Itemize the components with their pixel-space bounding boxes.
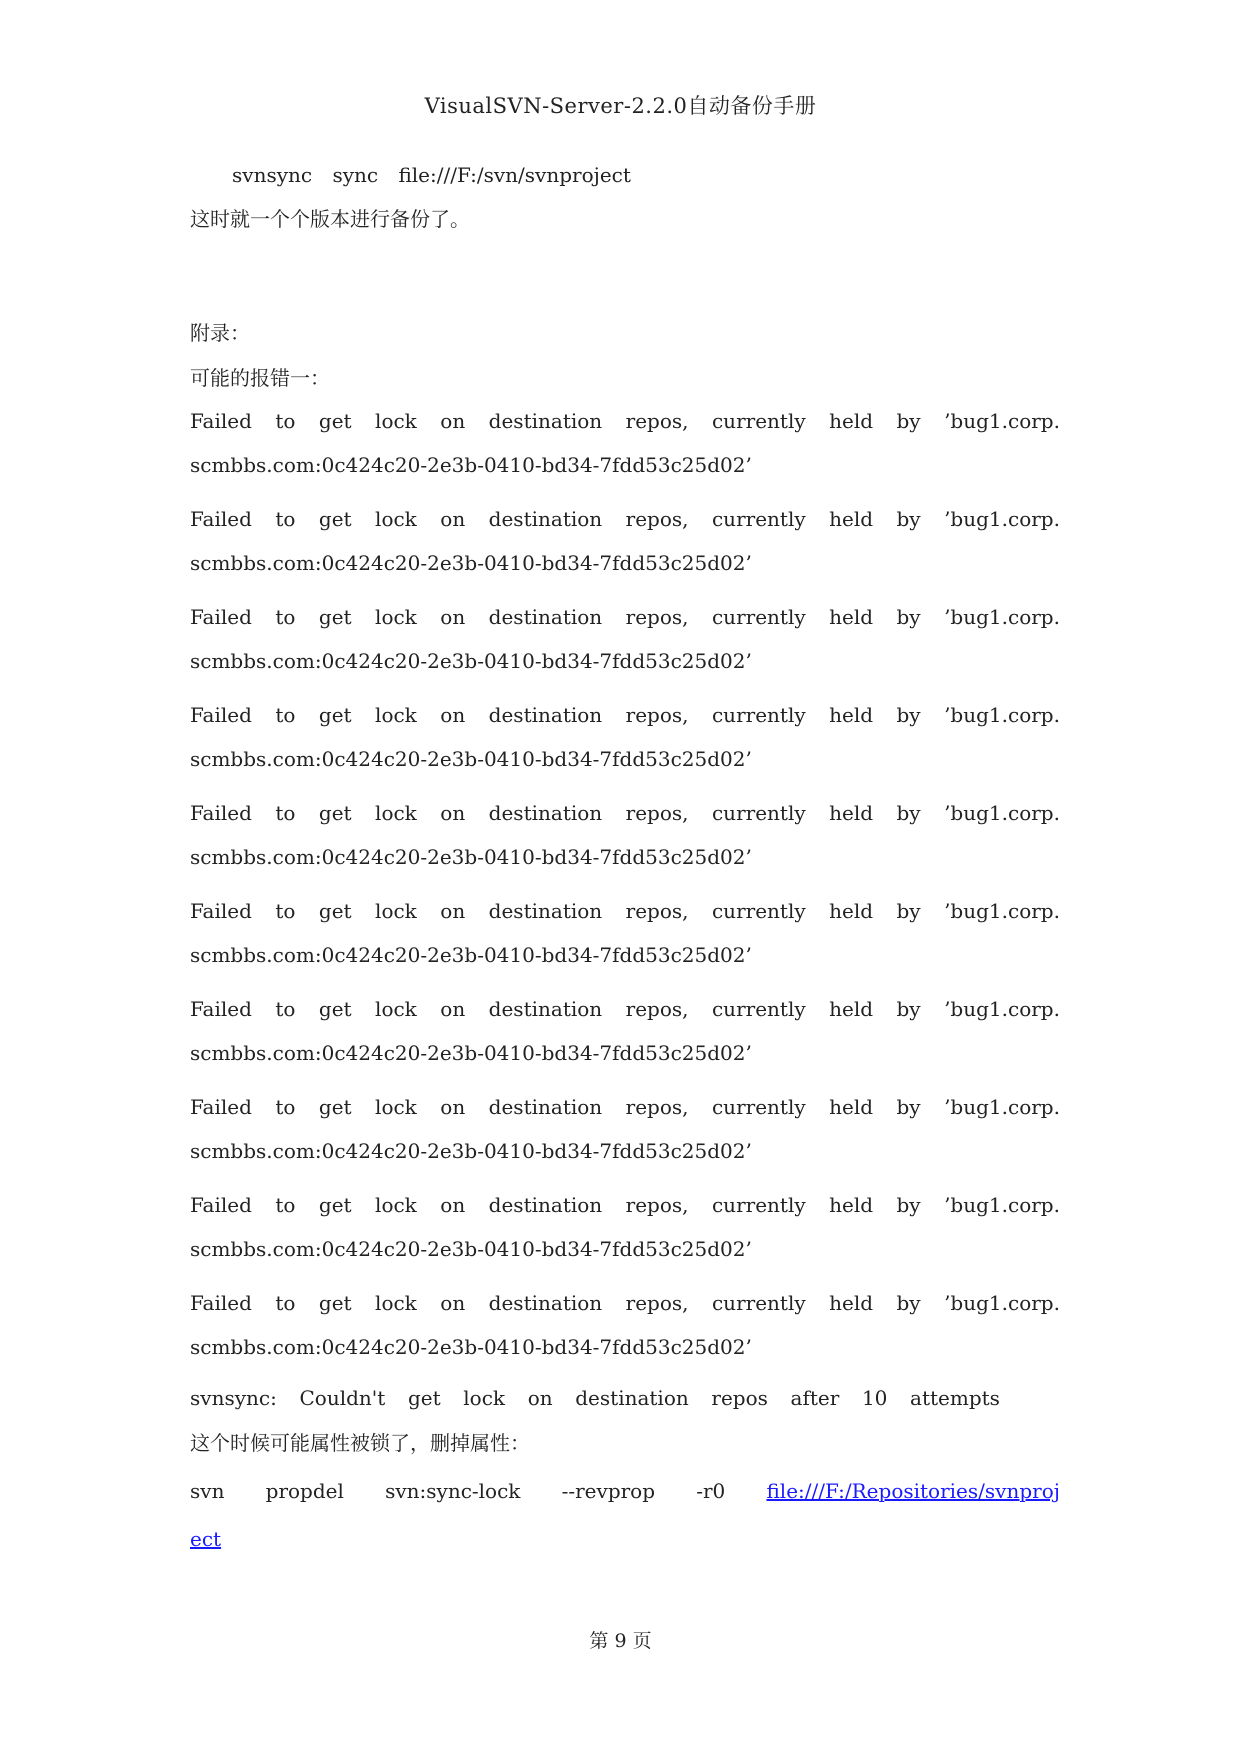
word: Couldn't xyxy=(299,1386,386,1410)
word: repos, xyxy=(625,409,689,433)
word: on xyxy=(440,507,466,531)
word: --revprop xyxy=(561,1479,656,1503)
word: by xyxy=(896,703,921,727)
word: ’bug1.corp. xyxy=(944,899,1060,923)
word: destination xyxy=(575,1386,689,1410)
word: on xyxy=(527,1386,553,1410)
word: to xyxy=(275,1095,296,1119)
sync-note: 这时就一个个版本进行备份了。 xyxy=(190,207,470,231)
word: currently xyxy=(711,997,806,1021)
word: repos, xyxy=(625,997,689,1021)
error-log-line-cont-5: scmbbs.com:0c424c20-2e3b-0410-bd34-7fdd53c25d02’ xyxy=(190,845,752,869)
word: after xyxy=(790,1386,840,1410)
word: repos, xyxy=(625,801,689,825)
word: held xyxy=(829,605,874,629)
word: repos, xyxy=(625,605,689,629)
word: repos, xyxy=(625,1291,689,1315)
word: currently xyxy=(711,1291,806,1315)
word: lock xyxy=(375,507,417,531)
word: get xyxy=(407,1386,441,1410)
word: lock xyxy=(375,1193,417,1217)
word: ’bug1.corp. xyxy=(944,801,1060,825)
word: get xyxy=(318,1193,352,1217)
error-log-line-2 xyxy=(190,506,1060,532)
error-log-line-1 xyxy=(190,408,1060,434)
word: held xyxy=(829,899,874,923)
error-log-line-cont-1: scmbbs.com:0c424c20-2e3b-0410-bd34-7fdd53c25d02’ xyxy=(190,453,752,477)
word: Failed xyxy=(190,703,252,727)
word: attempts xyxy=(910,1386,1000,1410)
word: by xyxy=(896,1095,921,1119)
word: lock xyxy=(375,703,417,727)
error-log-line-cont-10: scmbbs.com:0c424c20-2e3b-0410-bd34-7fdd53c25d02’ xyxy=(190,1335,752,1359)
word: ’bug1.corp. xyxy=(944,409,1060,433)
word: on xyxy=(440,605,466,629)
final-error-line xyxy=(190,1385,1000,1411)
word: get xyxy=(318,409,352,433)
word: get xyxy=(318,1291,352,1315)
word: get xyxy=(318,605,352,629)
word: Failed xyxy=(190,507,252,531)
page-number: 第 9 页 xyxy=(589,1630,652,1652)
word: svn:sync-lock xyxy=(385,1479,521,1503)
word: on xyxy=(440,409,466,433)
appendix-label: 附录： xyxy=(190,321,250,345)
word: to xyxy=(275,1291,296,1315)
error-log-line-5 xyxy=(190,800,1060,826)
word: ’bug1.corp. xyxy=(944,997,1060,1021)
word: ’bug1.corp. xyxy=(944,703,1060,727)
word: lock xyxy=(375,409,417,433)
word: on xyxy=(440,899,466,923)
error-log-line-cont-7: scmbbs.com:0c424c20-2e3b-0410-bd34-7fdd53c25d02’ xyxy=(190,1041,752,1065)
word: currently xyxy=(711,605,806,629)
word: held xyxy=(829,703,874,727)
error-log-line-10 xyxy=(190,1290,1060,1316)
word: get xyxy=(318,507,352,531)
word: currently xyxy=(711,801,806,825)
word: lock xyxy=(375,1291,417,1315)
word: propdel xyxy=(265,1479,344,1503)
word: by xyxy=(896,605,921,629)
word: held xyxy=(829,507,874,531)
word: get xyxy=(318,899,352,923)
word: to xyxy=(275,703,296,727)
word: Failed xyxy=(190,1095,252,1119)
word: Failed xyxy=(190,899,252,923)
word: ’bug1.corp. xyxy=(944,507,1060,531)
word: destination xyxy=(488,1095,603,1119)
fix-command xyxy=(190,1478,1060,1504)
word: to xyxy=(275,899,296,923)
word: repos, xyxy=(625,899,689,923)
word: Failed xyxy=(190,409,252,433)
error-log-line-8 xyxy=(190,1094,1060,1120)
word: on xyxy=(440,703,466,727)
error-log-line-cont-4: scmbbs.com:0c424c20-2e3b-0410-bd34-7fdd53c25d02’ xyxy=(190,747,752,771)
word: on xyxy=(440,1291,466,1315)
error-log-line-cont-9: scmbbs.com:0c424c20-2e3b-0410-bd34-7fdd53c25d02’ xyxy=(190,1237,752,1261)
word: currently xyxy=(711,507,806,531)
word: by xyxy=(896,899,921,923)
word: Failed xyxy=(190,605,252,629)
word: lock xyxy=(375,801,417,825)
word: get xyxy=(318,801,352,825)
word: ’bug1.corp. xyxy=(944,605,1060,629)
word: destination xyxy=(488,801,603,825)
word: by xyxy=(896,409,921,433)
word: to xyxy=(275,1193,296,1217)
error-log-line-cont-6: scmbbs.com:0c424c20-2e3b-0410-bd34-7fdd53c25d02’ xyxy=(190,943,752,967)
word: lock xyxy=(375,605,417,629)
word: destination xyxy=(488,605,603,629)
word: destination xyxy=(488,507,603,531)
word: lock xyxy=(375,899,417,923)
word: currently xyxy=(711,703,806,727)
error-log-line-6 xyxy=(190,898,1060,924)
word: destination xyxy=(488,899,603,923)
word: to xyxy=(275,507,296,531)
word: held xyxy=(829,409,874,433)
word: held xyxy=(829,1291,874,1315)
word: by xyxy=(896,1291,921,1315)
word: by xyxy=(896,997,921,1021)
word: Failed xyxy=(190,997,252,1021)
word: held xyxy=(829,801,874,825)
word: destination xyxy=(488,703,603,727)
word: repos, xyxy=(625,1095,689,1119)
word: ’bug1.corp. xyxy=(944,1095,1060,1119)
word: on xyxy=(440,997,466,1021)
word: by xyxy=(896,801,921,825)
error-log-line-3 xyxy=(190,604,1060,630)
error-log-line-9 xyxy=(190,1192,1060,1218)
word: ’bug1.corp. xyxy=(944,1193,1060,1217)
word: svnsync: xyxy=(190,1386,277,1410)
error-title: 可能的报错一： xyxy=(190,366,330,390)
word: destination xyxy=(488,1291,603,1315)
word: to xyxy=(275,997,296,1021)
fix-note: 这个时候可能属性被锁了，删掉属性： xyxy=(190,1431,530,1455)
word: currently xyxy=(711,409,806,433)
word: Failed xyxy=(190,1291,252,1315)
word: destination xyxy=(488,997,603,1021)
word: held xyxy=(829,997,874,1021)
word: lock xyxy=(375,997,417,1021)
word: on xyxy=(440,801,466,825)
word: repos, xyxy=(625,507,689,531)
word: 10 xyxy=(861,1386,888,1410)
word: lock xyxy=(463,1386,506,1410)
word: to xyxy=(275,409,296,433)
word: get xyxy=(318,703,352,727)
word: currently xyxy=(711,1193,806,1217)
word: held xyxy=(829,1193,874,1217)
word: repos xyxy=(711,1386,768,1410)
page-header-title: VisualSVN-Server-2.2.0自动备份手册 xyxy=(424,94,817,118)
word: on xyxy=(440,1095,466,1119)
error-log-line-7 xyxy=(190,996,1060,1022)
word: destination xyxy=(488,409,603,433)
word: on xyxy=(440,1193,466,1217)
word: currently xyxy=(711,1095,806,1119)
sync-command: svnsync sync file:///F:/svn/svnproject xyxy=(232,163,631,187)
word: ’bug1.corp. xyxy=(944,1291,1060,1315)
word: Failed xyxy=(190,801,252,825)
error-log-line-4 xyxy=(190,702,1060,728)
repository-link-continued[interactable]: ect xyxy=(190,1527,222,1551)
word: currently xyxy=(711,899,806,923)
word: held xyxy=(829,1095,874,1119)
word: repos, xyxy=(625,703,689,727)
word: get xyxy=(318,997,352,1021)
error-log-line-cont-3: scmbbs.com:0c424c20-2e3b-0410-bd34-7fdd53c25d02’ xyxy=(190,649,752,673)
word: -r0 xyxy=(696,1479,726,1503)
word: to xyxy=(275,801,296,825)
word: by xyxy=(896,1193,921,1217)
error-log-line-cont-2: scmbbs.com:0c424c20-2e3b-0410-bd34-7fdd53c25d02’ xyxy=(190,551,752,575)
word: by xyxy=(896,507,921,531)
word: Failed xyxy=(190,1193,252,1217)
error-log-line-cont-8: scmbbs.com:0c424c20-2e3b-0410-bd34-7fdd53c25d02’ xyxy=(190,1139,752,1163)
word: to xyxy=(275,605,296,629)
word: destination xyxy=(488,1193,603,1217)
word: svn xyxy=(190,1479,225,1503)
word: get xyxy=(318,1095,352,1119)
word: repos, xyxy=(625,1193,689,1217)
repository-link[interactable]: file:///F:/Repositories/svnproj xyxy=(766,1479,1060,1503)
word: lock xyxy=(375,1095,417,1119)
